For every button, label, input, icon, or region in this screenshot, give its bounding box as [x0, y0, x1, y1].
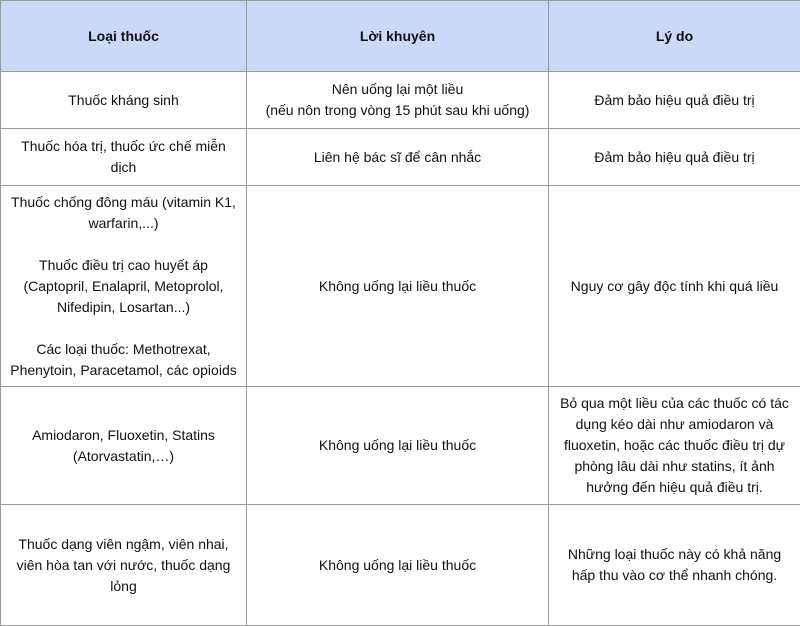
cell-advice: Không uống lại liều thuốc [247, 387, 549, 505]
header-drug-type: Loại thuốc [1, 1, 247, 72]
cell-reason: Những loại thuốc này có khả năng hấp thu vào cơ thể nhanh chóng. [549, 505, 800, 626]
table-row [1, 129, 800, 186]
table-row [1, 72, 800, 129]
cell-advice: Không uống lại liều thuốc [247, 505, 549, 626]
table-row [1, 186, 800, 387]
header-advice: Lời khuyên [247, 1, 549, 72]
cell-drug-type: Amiodaron, Fluoxetin, Statins (Atorvastatin,…) [1, 387, 247, 505]
cell-drug-type: Thuốc chống đông máu (vitamin K1, warfarin,...) Thuốc điều trị cao huyết áp (Captopril, Enalapril, Metoprolol, Nifedipin, Losartan...) Các loại thuốc: Methotrexat, Phenytoin, Paracetamol, các opioids [1, 186, 247, 387]
cell-reason: Bỏ qua một liều của các thuốc có tác dụng kéo dài như amiodaron và fluoxetin, hoặc các thuốc điều trị dự phòng lâu dài như statins, ít ảnh hưởng đến hiệu quả điều trị. [549, 387, 800, 505]
cell-reason: Đảm bảo hiệu quả điều trị [549, 72, 800, 129]
cell-advice: Liên hệ bác sĩ để cân nhắc [247, 129, 549, 186]
cell-drug-type: Thuốc dạng viên ngậm, viên nhai, viên hòa tan với nước, thuốc dạng lỏng [1, 505, 247, 626]
table-row [1, 505, 800, 626]
table-row [1, 387, 800, 505]
cell-advice: Nên uống lại một liều (nếu nôn trong vòng 15 phút sau khi uống) [247, 72, 549, 129]
table-header-row [1, 1, 800, 72]
cell-reason: Đảm bảo hiệu quả điều trị [549, 129, 800, 186]
cell-drug-type: Thuốc kháng sinh [1, 72, 247, 129]
cell-drug-type: Thuốc hóa trị, thuốc ức chế miễn dịch [1, 129, 247, 186]
cell-advice: Không uống lại liều thuốc [247, 186, 549, 387]
cell-reason: Nguy cơ gây độc tính khi quá liều [549, 186, 800, 387]
header-reason: Lý do [549, 1, 800, 72]
